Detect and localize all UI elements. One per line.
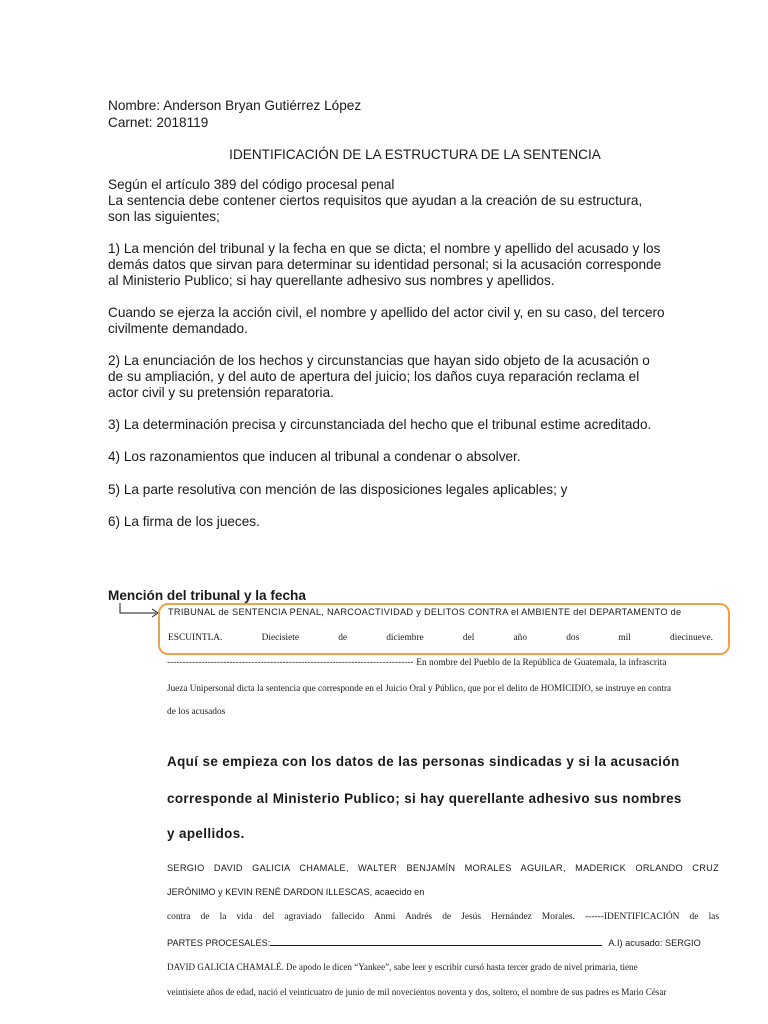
item-3: 3) La determinación precisa y circunstanciada del hecho que el tribunal estime acreditado. <box>108 417 652 432</box>
section-heading-tribunal: Mención del tribunal y la fecha <box>108 588 306 603</box>
section-heading-sindicados-line-1: Aquí se empieza con los datos de las personas sindicadas y si la acusación <box>167 754 680 769</box>
accused-detail-line-2: veintisiete años de edad, nació el veinticuatro de junio de mil novecientos noventa y dos, soltero, el nombre de sus padres es Mario César <box>167 987 667 997</box>
civil-action-line-2: civilmente demandado. <box>108 321 248 336</box>
item-4: 4) Los razonamientos que inducen al tribunal a condenar o absolver. <box>108 449 521 464</box>
accused-names-line-1: SERGIO DAVID GALICIA CHAMALE, WALTER BENJAMÍN MORALES AGUILAR, MADERICK ORLANDO CRUZ <box>167 863 719 873</box>
sentence-intro-line-2: Jueza Unipersonal dicta la sentencia que corresponde en el Juicio Oral y Público, que por el delito de HOMICIDIO, se instruye en contra <box>167 683 672 693</box>
sentence-intro-line-3: de los acusados <box>167 707 226 717</box>
item-6: 6) La firma de los jueces. <box>108 514 260 529</box>
item-2-line-2: de su ampliación, y del auto de apertura del juicio; los daños cuya reparación reclama el <box>108 369 640 384</box>
accused-label: A.I) acusado: SERGIO <box>608 938 701 948</box>
accused-detail-line-1: DAVID GALICIA CHAMALÉ. De apodo le dicen “Yankee”, sabe leer y escribir cursó hasta tercer grado de nivel primaria, tiene <box>167 962 638 972</box>
item-5: 5) La parte resolutiva con mención de las disposiciones legales aplicables; y <box>108 482 568 497</box>
section-heading-sindicados-line-3: y apellidos. <box>167 826 245 841</box>
dashes: ------------------------------------------------------------------------------- <box>167 656 414 667</box>
underline-blank <box>270 936 602 946</box>
item-1-line-1: 1) La mención del tribunal y la fecha en que se dicta; el nombre y apellido del acusado y los <box>108 241 661 256</box>
intro-line-1: Según el artículo 389 del código procesal penal <box>108 177 395 192</box>
student-carnet: Carnet: 2018119 <box>108 115 209 130</box>
section-heading-sindicados-line-2: corresponde al Ministerio Publico; si hay querellante adhesivo sus nombres <box>167 791 682 806</box>
item-2-line-3: actor civil y su pretensión reparatoria. <box>108 385 334 400</box>
item-2-line-1: 2) La enunciación de los hechos y circunstancias que hayan sido objeto de la acusación o <box>108 353 650 368</box>
document-title: IDENTIFICACIÓN DE LA ESTRUCTURA DE LA SENTENCIA <box>229 147 601 162</box>
intro-line-2: La sentencia debe contener ciertos requisitos que ayudan a la creación de su estructura, <box>108 193 643 208</box>
sentence-intro-line-1 <box>167 656 719 669</box>
tribunal-line-1: TRIBUNAL de SENTENCIA PENAL, NARCOACTIVIDAD y DELITOS CONTRA el AMBIENTE del DEPARTAMENTO de <box>168 607 682 617</box>
sentence-intro-text: En nombre del Pueblo de la República de Guatemala, la infrascrita <box>416 658 667 668</box>
partes-procesales-line <box>167 936 719 949</box>
civil-action-line-1: Cuando se ejerza la acción civil, el nombre y apellido del actor civil y, en su caso, del tercero <box>108 305 665 320</box>
student-name: Nombre: Anderson Bryan Gutiérrez López <box>108 98 362 113</box>
intro-line-3: son las siguientes; <box>108 209 220 224</box>
tribunal-line-2: ESCUINTLA. Diecisiete de diciembre del año dos mil diecinueve. <box>168 633 713 643</box>
accused-names-line-2: JERÓNIMO y KEVIN RENÉ DARDON ILLESCAS, acaecido en <box>167 887 425 897</box>
item-1-line-3: al Ministerio Publico; si hay querellante adhesivo sus nombres y apellidos. <box>108 273 555 288</box>
callout-arrow-icon <box>118 603 162 619</box>
item-1-line-2: demás datos que sirvan para determinar su identidad personal; si la acusación corresponde <box>108 257 662 272</box>
partes-procesales-label: PARTES PROCESALES: <box>167 938 271 948</box>
victim-line: contra de la vida del agraviado fallecido Anmi Andrés de Jesús Hernández Morales. ------IDENTIFICACIÓN de las <box>167 912 719 922</box>
